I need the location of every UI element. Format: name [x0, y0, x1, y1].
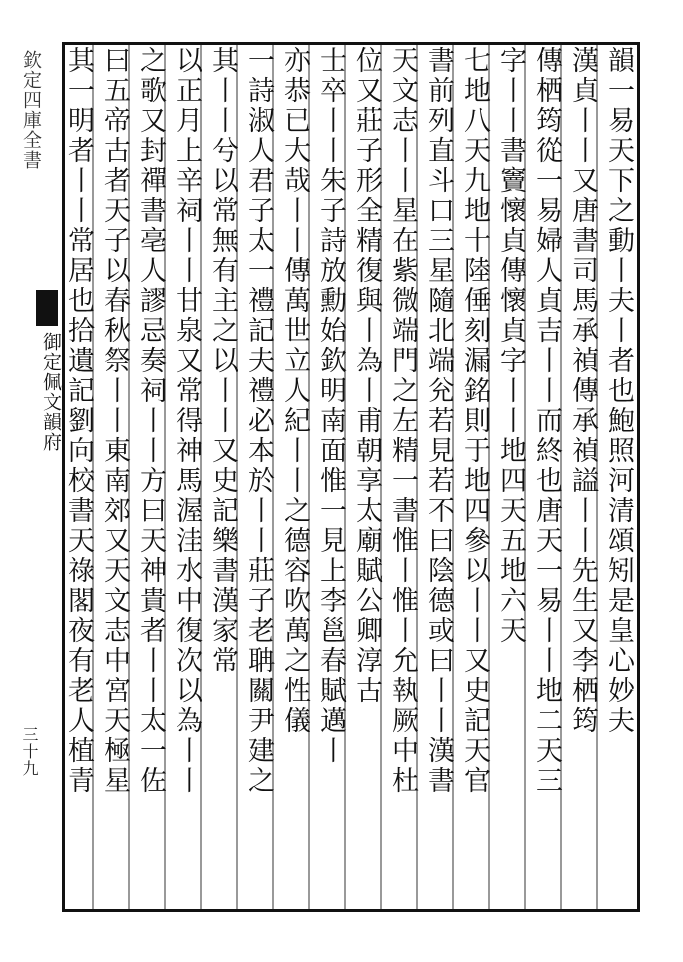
page-margin: [0, 0, 62, 962]
text-column: 書前列直斗口三星隨北端兊若見若不曰陰德或曰丨丨漢書: [423, 46, 454, 796]
text-column: 位又莊子形全精復與丨為丨甫朝享太廟賦公卿淳古: [351, 46, 382, 706]
spine-book-title: 御定佩文韻府: [40, 332, 62, 452]
page-number: 三十九: [20, 726, 39, 777]
text-column: 其一明者丨丨常居也拾遺記劉向校書天祿閣夜有老人植青: [63, 46, 94, 796]
text-column: 韻一易天下之動丨夫丨者也鮑照河清頌矧是皇心妙夫: [603, 46, 634, 736]
text-column: 士卒丨丨朱子詩放勳始欽明南面惟一見上李邕春賦邁丨: [315, 46, 346, 766]
text-column: 以正月上辛祠丨丨甘泉又常得神馬渥洼水中復次以為丨丨: [171, 46, 202, 796]
text-column: 字丨丨書竇懷貞傳懷貞字丨丨地四天五地六天: [495, 46, 526, 646]
text-column: 一詩淑人君子太一禮記夫禮必本於丨丨莊子老聃關尹建之: [243, 46, 274, 796]
text-column: 之歌又封禪書亳人謬忌奏祠丨丨方曰天神貴者丨丨太一佐: [135, 46, 166, 796]
text-column: 天文志丨丨星在紫微端門之左精一書惟丨惟丨允執厥中杜: [387, 46, 418, 796]
text-column: 漢貞丨丨又唐書司馬承禎傳承禎謚丨丨先生又李栖筠: [567, 46, 598, 736]
text-column: 亦恭已大哉丨丨傳萬世立人紀丨丨之德容吹萬之性儀: [279, 46, 310, 736]
fishtail-mark: [36, 290, 58, 326]
text-column: 七地八天九地十陸倕刻漏銘則于地四參以丨丨又史記天官: [459, 46, 490, 796]
text-column: 曰五帝古者天子以春秋祭丨丨東南郊又天文志中宮天極星: [99, 46, 130, 796]
text-column: 傳栖筠從一易婦人貞吉丨丨而終也唐天一易丨丨地二天三: [531, 46, 562, 796]
text-column: 其丨丨兮以常無有主之以丨丨又史記樂書漢家常: [207, 46, 238, 676]
spine-collection-title: 欽定四庫全書: [20, 50, 42, 170]
